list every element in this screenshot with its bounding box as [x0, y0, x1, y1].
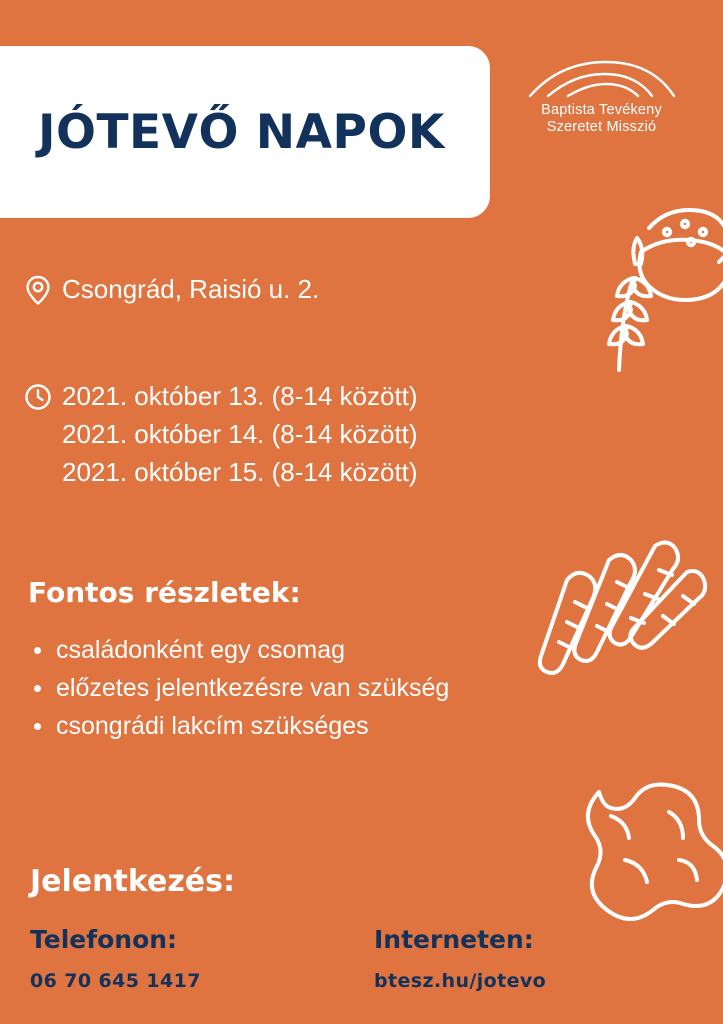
map-pin-icon — [24, 272, 62, 311]
list-item: előzetes jelentkezésre van szükség — [28, 669, 568, 707]
clock-icon — [24, 377, 62, 416]
logo-line-2: Szeretet Misszió — [546, 119, 657, 135]
organization-logo — [514, 58, 689, 136]
location-text: Csongrád, Raisió u. 2. — [62, 274, 320, 304]
wave-bread-logo-icon — [514, 58, 689, 102]
contact-block — [30, 864, 690, 992]
details-list — [28, 631, 568, 745]
list-item: csongrádi lakcím szükséges — [28, 707, 568, 745]
contact-heading: Jelentkezés: — [30, 864, 235, 899]
list-item: 2021. október 14. (8-14 között) — [62, 419, 418, 449]
list-item: 2021. október 13. (8-14 között) — [62, 381, 418, 411]
title-plate — [0, 46, 490, 218]
contact-phone-column — [30, 925, 346, 992]
list-item: 2021. október 15. (8-14 között) — [62, 457, 418, 487]
date-list — [62, 377, 418, 491]
list-item: családonként egy csomag — [28, 631, 568, 669]
schedule-row — [24, 377, 544, 491]
details-heading: Fontos részletek: — [28, 576, 301, 609]
logo-line-1: Baptista Tevékeny — [541, 102, 662, 118]
page-title: JÓTEVŐ NAPOK — [38, 104, 445, 160]
phone-label: Telefonon: — [30, 925, 178, 954]
web-label: Interneten: — [374, 925, 534, 954]
web-url[interactable]: btesz.hu/jotevo — [374, 970, 547, 992]
location-row — [24, 272, 544, 311]
details-block — [28, 576, 568, 745]
wheat-and-bread-icon — [579, 192, 723, 392]
contact-web-column — [374, 925, 690, 992]
phone-number[interactable]: 06 70 645 1417 — [30, 970, 201, 992]
info-block — [24, 272, 544, 491]
